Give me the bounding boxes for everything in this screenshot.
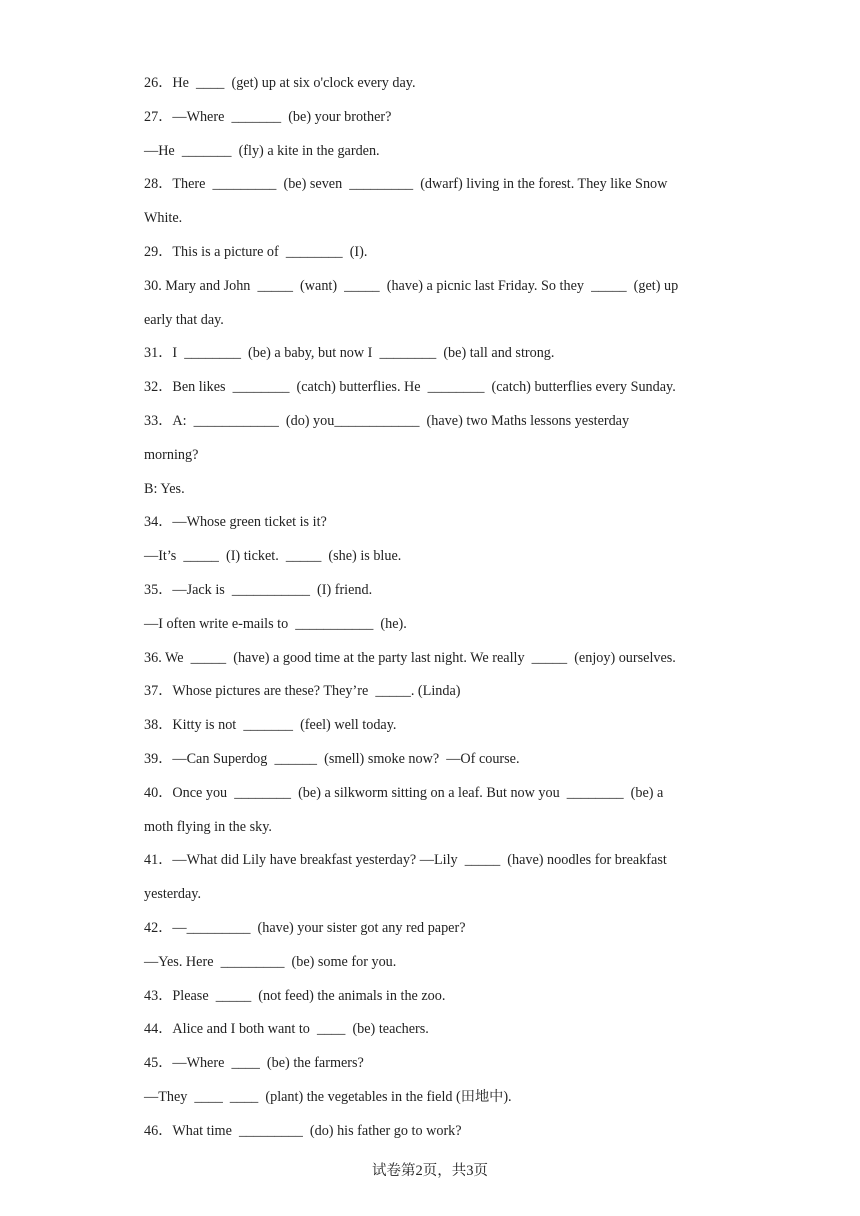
question-line: 33．A: ____________ (do) you____________ (have) two Maths lessons yesterday xyxy=(144,412,630,429)
question-line: —He _______ (fly) a kite in the garden. xyxy=(144,142,380,159)
question-line: —They ____ ____ (plant) the vegetables in the field (田地中). xyxy=(144,1088,512,1105)
page-footer: 试卷第2页，共3页 xyxy=(372,1163,488,1179)
question-line: 43．Please _____ (not feed) the animals in the zoo. xyxy=(144,987,446,1004)
question-line: 36. We _____ (have) a good time at the party last night. We really _____ (enjoy) ourselves. xyxy=(144,649,676,666)
question-line: 28．There _________ (be) seven _________ (dwarf) living in the forest. They like Snow xyxy=(144,176,668,193)
question-line: —It’s _____ (I) ticket. _____ (she) is blue. xyxy=(144,548,402,565)
question-line: 40．Once you ________ (be) a silkworm sitting on a leaf. But now you ________ (be) a xyxy=(144,784,664,801)
question-line: 39．—Can Superdog ______ (smell) smoke now? —Of course. xyxy=(144,750,520,767)
question-line: 42．—_________ (have) your sister got any red paper? xyxy=(144,919,466,936)
question-line: 31．I ________ (be) a baby, but now I ________ (be) tall and strong. xyxy=(144,345,555,362)
question-line: 30. Mary and John _____ (want) _____ (have) a picnic last Friday. So they _____ (get) up xyxy=(144,277,679,294)
question-line: 41．—What did Lily have breakfast yesterday? —Lily _____ (have) noodles for breakfast xyxy=(144,852,667,869)
question-line: 32．Ben likes ________ (catch) butterflies. He ________ (catch) butterflies every Sunday. xyxy=(144,379,676,396)
question-line: 45．—Where ____ (be) the farmers? xyxy=(144,1055,364,1072)
question-line: 46．What time _________ (do) his father go to work? xyxy=(144,1122,462,1139)
question-line: early that day. xyxy=(144,311,224,328)
question-line: 26．He ____ (get) up at six o'clock every day. xyxy=(144,75,416,91)
question-line: 35．—Jack is ___________ (I) friend. xyxy=(144,581,373,598)
question-list xyxy=(144,72,734,1154)
question-line: 38．Kitty is not _______ (feel) well today. xyxy=(144,717,397,734)
question-line: B: Yes. xyxy=(144,480,185,497)
question-line: yesterday. xyxy=(144,886,201,903)
question-line: moth flying in the sky. xyxy=(144,818,272,835)
question-line: White. xyxy=(144,210,183,227)
question-line: 29．This is a picture of ________ (I). xyxy=(144,243,368,260)
question-line: 27．—Where _______ (be) your brother? xyxy=(144,108,392,125)
question-line: 37．Whose pictures are these? They’re _____. (Linda) xyxy=(144,683,461,700)
question-line: 44．Alice and I both want to ____ (be) teachers. xyxy=(144,1021,429,1038)
question-line: morning? xyxy=(144,446,199,463)
question-line: 34．—Whose green ticket is it? xyxy=(144,514,327,531)
question-line: —I often write e-mails to ___________ (he). xyxy=(144,615,407,632)
question-line: —Yes. Here _________ (be) some for you. xyxy=(144,953,397,970)
